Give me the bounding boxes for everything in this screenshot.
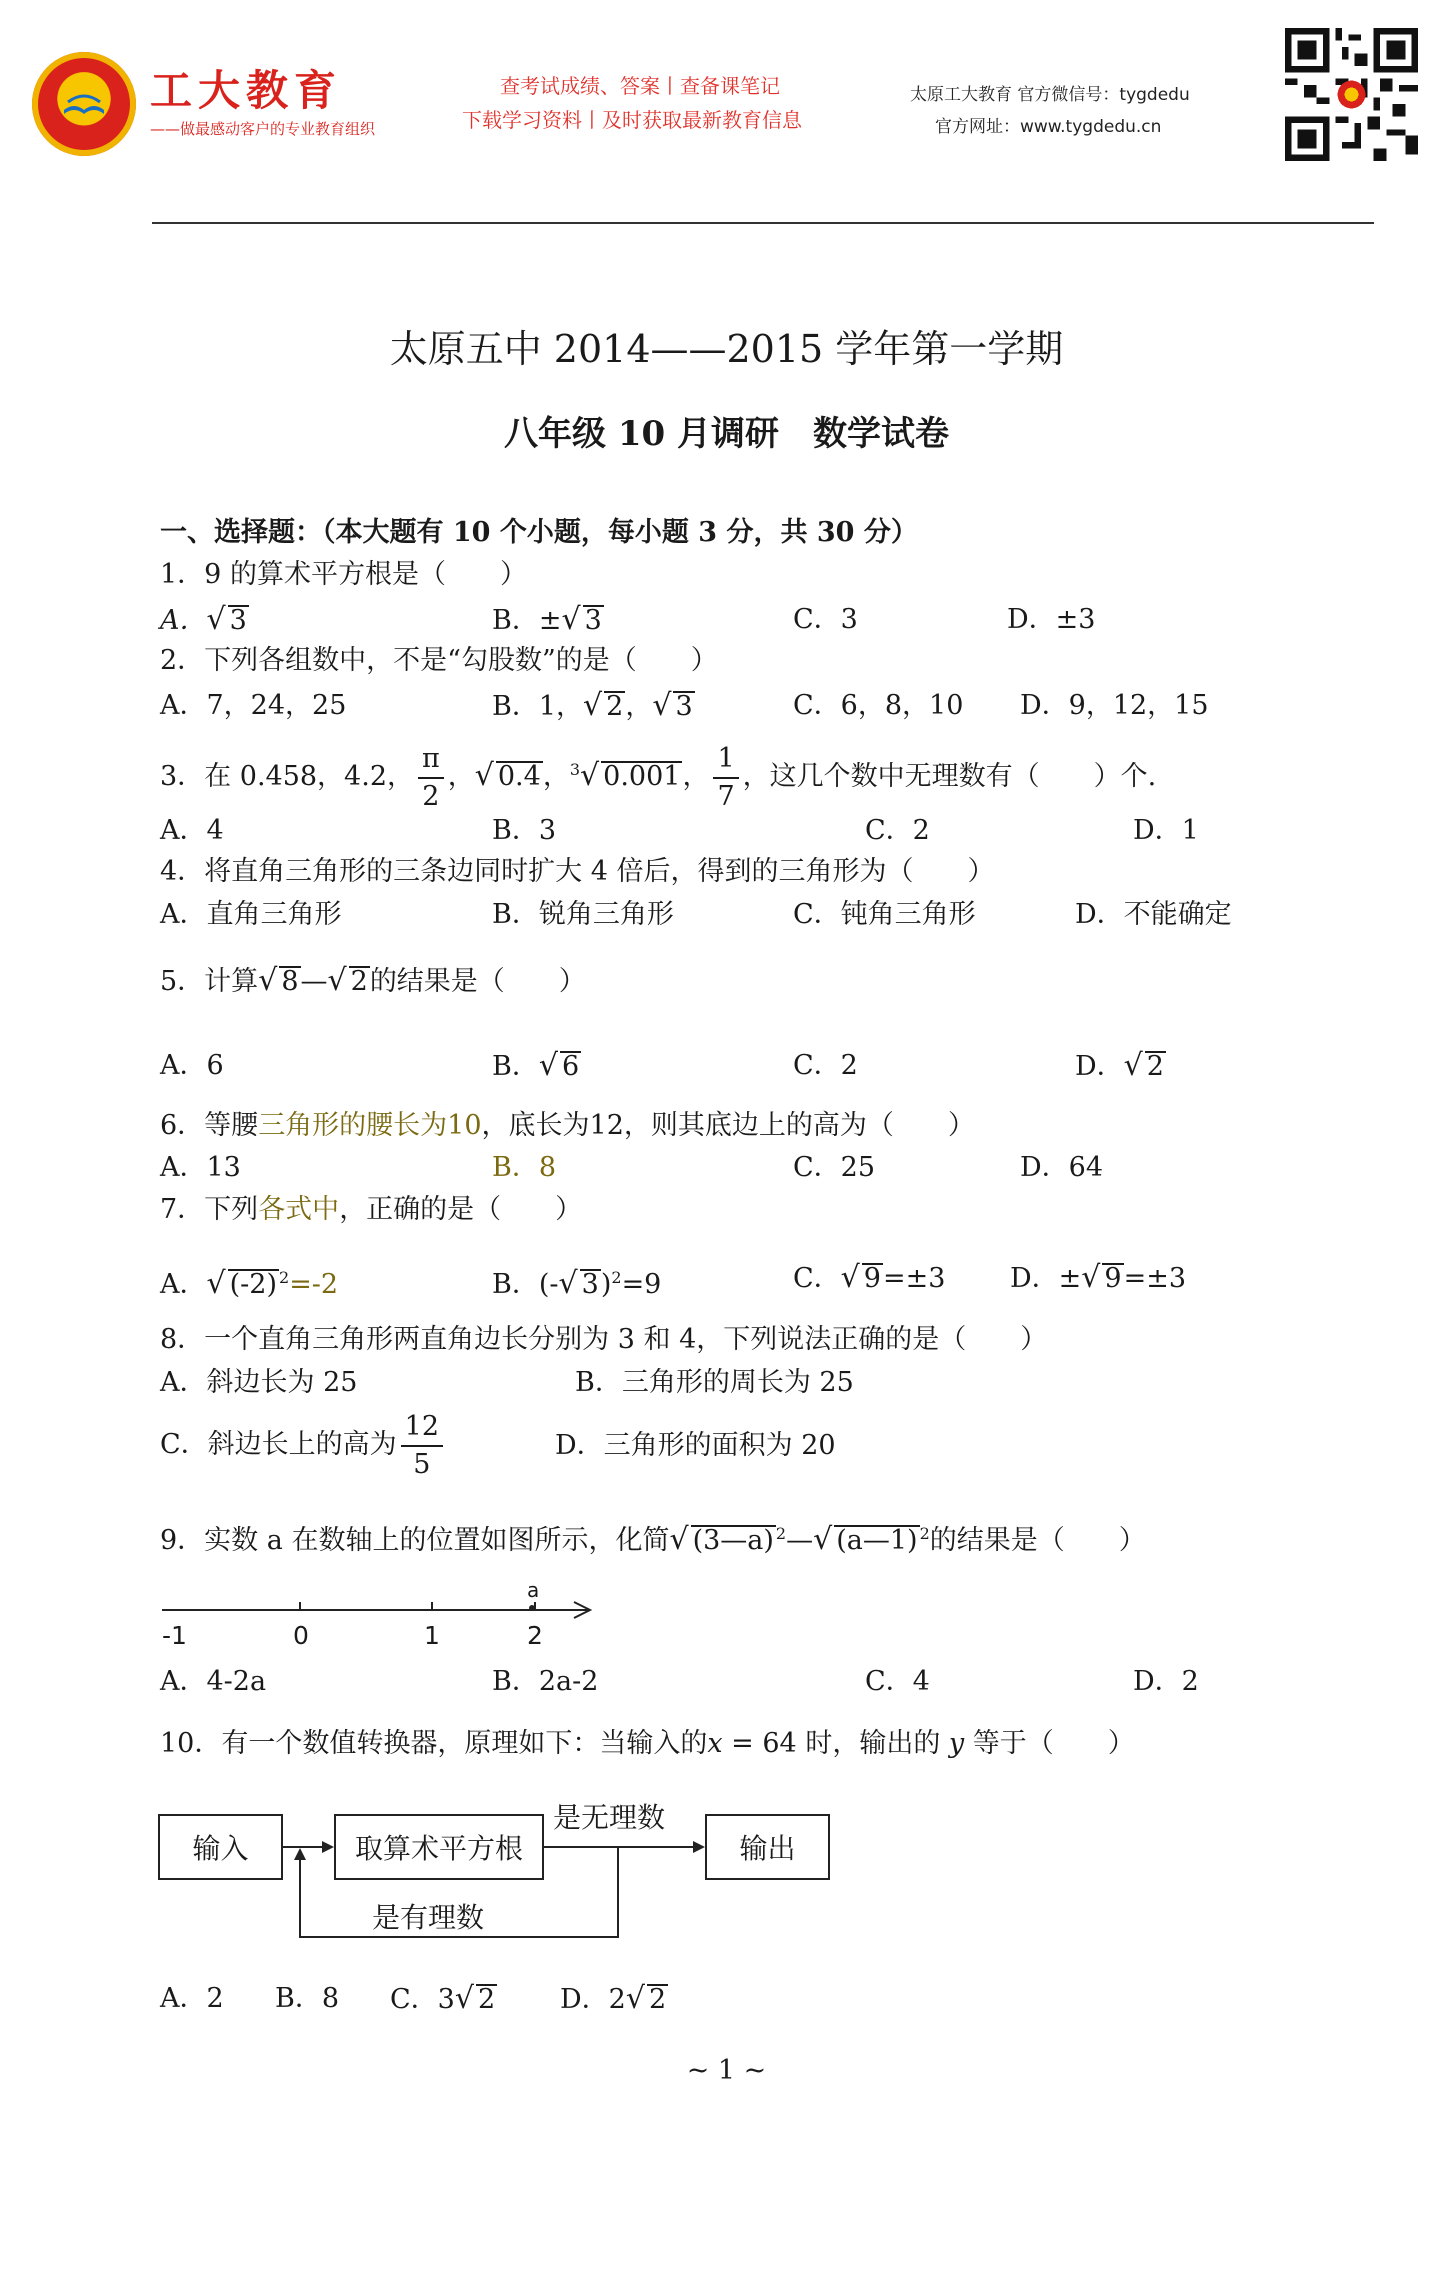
q7-option-b: B．(-√ 3)$^2$=9 <box>492 1266 662 1301</box>
header-divider <box>152 222 1374 224</box>
box-output: 输出 <box>705 1814 830 1880</box>
contact-website: 官方网址：www.tygdedu.cn <box>935 117 1162 137</box>
q9-stem: 9．实数 a 在数轴上的位置如图所示，化简√ (3—a) $^2$—√ (a—1) $^2$的结果是（ ） <box>160 1522 1146 1557</box>
q3-option-b: B．3 <box>492 815 557 846</box>
exam-subtitle: 八年级 10 月调研 数学试卷 <box>504 414 949 454</box>
exam-title: 太原五中 2014——2015 学年第一学期 <box>389 327 1064 371</box>
arrowhead-3-icon <box>294 1848 306 1860</box>
promo-line-2: 下载学习资料丨及时获取最新教育信息 <box>462 108 802 132</box>
q5-option-b: B．√ 6 <box>492 1048 580 1083</box>
q3-stem: 3．在 0.458，4.2， $\frac{\pi}{2}$ ，√ 0.4，$^3$√ 0.001， $\frac{1}{7}$ ，这几个数中无理数有（ ）个. <box>160 742 1157 812</box>
q8-option-a: A．斜边长为 25 <box>160 1367 358 1398</box>
q4-option-a: A．直角三角形 <box>160 899 342 930</box>
q2-option-c: C．6，8，10 <box>793 690 964 721</box>
q6-option-a: A．13 <box>160 1152 241 1183</box>
q7-stem: 7．下列各式中，正确的是（ ） <box>160 1194 583 1225</box>
logo-emblem <box>32 52 136 156</box>
q8-option-b: B．三角形的周长为 25 <box>575 1367 854 1398</box>
brand-name: 工大教育 <box>150 66 343 115</box>
arrowhead-1-icon <box>322 1841 334 1853</box>
tick-label-1: 1 <box>424 1621 440 1650</box>
q5-stem: 5．计算√ 8—√ 2的结果是（ ） <box>160 963 586 998</box>
q9-option-c: C．4 <box>865 1666 930 1697</box>
q1-stem: 1．9 的算术平方根是（ ） <box>160 559 527 590</box>
q3-option-d: D．1 <box>1133 815 1199 846</box>
q4-stem: 4．将直角三角形的三条边同时扩大 4 倍后，得到的三角形为（ ） <box>160 856 995 887</box>
q8-stem: 8．一个直角三角形两直角边长分别为 3 和 4，下列说法正确的是（ ） <box>160 1324 1048 1355</box>
q6-stem: 6．等腰三角形的腰长为10，底长为12，则其底边上的高为（ ） <box>160 1110 975 1141</box>
page-number: ~ 1 ~ <box>686 2055 767 2086</box>
box-square-root: 取算术平方根 <box>334 1814 544 1880</box>
tick-label-2: 2 <box>527 1621 543 1650</box>
q7-option-d: D．±√ 9=±3 <box>1010 1260 1187 1295</box>
q10-option-a: A．2 <box>160 1983 224 2014</box>
q4-option-b: B．锐角三角形 <box>492 899 674 930</box>
q10-stem: 10．有一个数值转换器，原理如下：当输入的x = 64 时，输出的 y 等于（ ） <box>160 1728 1135 1759</box>
q6-option-b: B．8 <box>492 1152 557 1183</box>
q5-option-d: D．√ 2 <box>1075 1048 1164 1083</box>
label-irrational: 是无理数 <box>553 1801 666 1834</box>
q2-option-a: A．7，24，25 <box>160 690 347 721</box>
contact-wechat: 太原工大教育 官方微信号：tygdedu <box>910 85 1190 105</box>
label-rational: 是有理数 <box>372 1901 485 1934</box>
q9-option-b: B．2a-2 <box>492 1666 599 1697</box>
q3-option-c: C．2 <box>865 815 930 846</box>
arrowhead-2-icon <box>693 1841 705 1853</box>
point-a-dot <box>529 1605 535 1611</box>
q10-option-c: C．3√ 2 <box>390 1981 496 2016</box>
q9-option-a: A．4-2a <box>160 1666 267 1697</box>
q2-stem: 2．下列各组数中，不是“勾股数”的是（ ） <box>160 645 718 676</box>
q10-option-d: D．2√ 2 <box>560 1981 667 2016</box>
q8-option-d: D．三角形的面积为 20 <box>555 1430 836 1461</box>
q5-option-c: C．2 <box>793 1050 858 1081</box>
q4-option-c: C．钝角三角形 <box>793 899 976 930</box>
q2-option-d: D．9，12，15 <box>1020 690 1209 721</box>
q3-option-a: A．4 <box>160 815 224 846</box>
q4-option-d: D．不能确定 <box>1075 899 1232 930</box>
q1-option-c: C．3 <box>793 604 858 635</box>
brand-slogan: ——做最感动客户的专业教育组织 <box>150 120 376 138</box>
section-heading: 一、选择题：（本大题有 10 个小题，每小题 3 分，共 30 分） <box>160 517 918 548</box>
box-input: 输入 <box>158 1814 283 1880</box>
q6-option-d: D．64 <box>1020 1152 1104 1183</box>
q2-option-b: B．1，√ 2，√ 3 <box>492 688 693 723</box>
promo-line-1: 查考试成绩、答案丨查备课笔记 <box>500 74 780 98</box>
qr-code-icon <box>1285 28 1418 161</box>
q1-option-a: A．√ 3 <box>160 602 247 637</box>
q7-option-c: C．√ 9=±3 <box>793 1260 946 1295</box>
q6-option-c: C．25 <box>793 1152 876 1183</box>
q5-option-a: A．6 <box>160 1050 224 1081</box>
q10-option-b: B．8 <box>275 1983 340 2014</box>
q1-option-b: B．±√ 3 <box>492 602 602 637</box>
tick-label-minus-1: -1 <box>162 1621 187 1650</box>
tick-label-0: 0 <box>293 1621 309 1650</box>
q7-option-a: A．√ (-2) $^2$=-2 <box>160 1266 339 1301</box>
point-a-label: a <box>527 1578 540 1602</box>
q1-option-d: D．±3 <box>1007 604 1096 635</box>
q8-option-c: C．斜边长上的高为 $\frac{12}{5}$ <box>160 1405 447 1485</box>
book-icon <box>62 88 106 118</box>
q9-option-d: D．2 <box>1133 1666 1199 1697</box>
